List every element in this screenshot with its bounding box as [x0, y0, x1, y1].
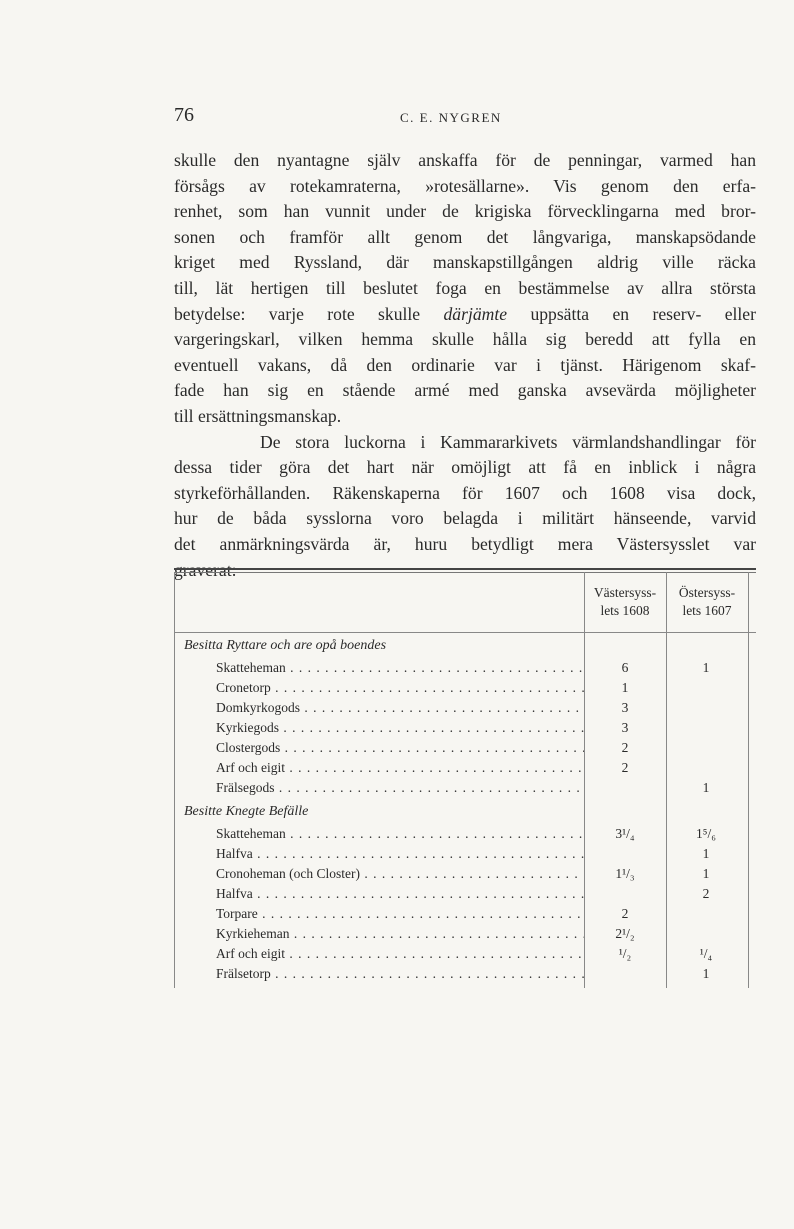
table-row-label: Torpare . . . — [216, 906, 584, 922]
table-cell-vaster: ¹/₂ — [618, 946, 632, 961]
text-line: försågs av rotekamraterna, »rotesällarne». Vis genom den erfa- — [174, 175, 756, 196]
group-heading-knegte: Besitte Knegte Befälle — [184, 804, 309, 819]
table-cell-oster: 1 — [702, 780, 710, 795]
table-row-label: Skatteheman . . . — [216, 660, 584, 676]
table-row-label: Skatteheman . . . — [216, 826, 584, 842]
column-header-line: lets 1608 — [600, 603, 650, 618]
table-cell-vaster: 6 — [621, 660, 629, 675]
column-header-ostersysslet — [666, 584, 748, 620]
table-cell-vaster: 2 — [621, 906, 629, 921]
table-left-border — [174, 572, 175, 988]
group-heading-ryttare: Besitta Ryttare och are opå boendes — [184, 638, 387, 653]
page-header — [174, 104, 756, 132]
column-header-line: Västersyss- — [593, 585, 657, 600]
table-cell-vaster: 3 — [621, 720, 629, 735]
table-top-rule-thin — [174, 572, 756, 573]
column-header-vastersysslet — [584, 584, 666, 620]
table-row-label: Frälsetorp . . . — [216, 966, 584, 982]
table-row-label: Arf och eigit . . . — [216, 946, 584, 962]
text-line-with-emphasis — [174, 302, 756, 328]
table-cell-vaster: 2 — [621, 740, 629, 755]
statistics-table — [174, 568, 756, 988]
table-right-border — [748, 572, 749, 988]
text-segment: betydelse: varje rote skulle — [174, 303, 421, 324]
table-cell-vaster: 1 — [621, 680, 629, 695]
table-cell-vaster: 1¹/₃ — [615, 866, 635, 881]
table-cell-vaster: 3 — [621, 700, 629, 715]
column-header-line: lets 1607 — [682, 603, 732, 618]
table-row-label: Clostergods . . . — [216, 740, 584, 756]
text-line: eventuell vakans, då den ordinarie var i tjänst. Härigenom skaf- — [174, 354, 756, 375]
table-row-label: Frälsegods . . . — [216, 780, 584, 796]
table-row-label: Cronoheman (och Closter) . . . — [216, 866, 584, 882]
table-cell-vaster: 3¹/₄ — [615, 826, 635, 841]
table-cell-vaster: 2¹/₂ — [615, 926, 635, 941]
page-number: 76 — [174, 104, 194, 126]
text-line: kriget med Ryssland, där manskapstillgången aldrig ville räcka — [174, 252, 756, 273]
table-cell-oster: 1 — [702, 660, 710, 675]
table-cell-vaster: 2 — [621, 760, 629, 775]
column-header-line: Östersyss- — [678, 585, 736, 600]
table-cell-oster: 1⁵/₆ — [696, 826, 716, 841]
table-cell-oster: 2 — [702, 886, 710, 901]
table-row-label: Halfva . . . — [216, 886, 584, 902]
table-header-rule — [174, 632, 756, 633]
text-line: till ersättningsmanskap. — [174, 405, 342, 426]
table-cell-oster: 1 — [702, 866, 710, 881]
table-row-label: Kyrkieheman . . . — [216, 926, 584, 942]
table-cell-oster: 1 — [702, 966, 710, 981]
table-cell-oster: ¹/₄ — [699, 946, 713, 961]
text-line: hur de båda sysslorna voro belagda i militärt hänseende, varvid — [174, 508, 756, 529]
table-row-label: Halfva . . . — [216, 846, 584, 862]
text-line: sonen och framför allt genom det långvariga, manskapsödande — [174, 226, 756, 247]
text-segment: uppsätta en reserv- eller — [530, 303, 756, 324]
emphasized-word: därjämte — [443, 303, 508, 324]
running-head: C. E. NYGREN — [400, 110, 502, 125]
text-line: dessa tider göra det hart när omöjligt att få en inblick i några — [174, 457, 756, 478]
table-row-label: Kyrkiegods . . . — [216, 720, 584, 736]
text-line: styrkeförhållanden. Räkenskaperna för 1607 och 1608 visa dock, — [174, 482, 756, 503]
text-line: De stora luckorna i Kammararkivets värmlandshandlingar för — [260, 431, 756, 452]
text-line: vargeringskarl, vilken hemma skulle hålla sig beredd att fylla en — [174, 329, 756, 350]
text-line: fade han sig en stående armé med ganska avsevärda möjligheter — [174, 380, 756, 401]
table-row-label: Domkyrkogods . . . — [216, 700, 584, 716]
text-line: graverat: — [174, 559, 237, 580]
table-top-rule — [174, 568, 756, 570]
table-row-label: Arf och eigit . . . — [216, 760, 584, 776]
table-cell-oster: 1 — [702, 846, 710, 861]
body-text — [174, 148, 756, 583]
text-line: renhet, som han vunnit under de krigiska förvecklingarna med bror- — [174, 201, 756, 222]
table-row-label: Cronetorp . . . — [216, 680, 584, 696]
text-line: det anmärkningsvärda är, huru betydligt mera Västersysslet var — [174, 533, 756, 554]
text-line: skulle den nyantagne själv anskaffa för de penningar, varmed han — [174, 150, 756, 170]
text-line: till, lät hertigen till beslutet foga en bestämmelse av allra största — [174, 277, 756, 298]
